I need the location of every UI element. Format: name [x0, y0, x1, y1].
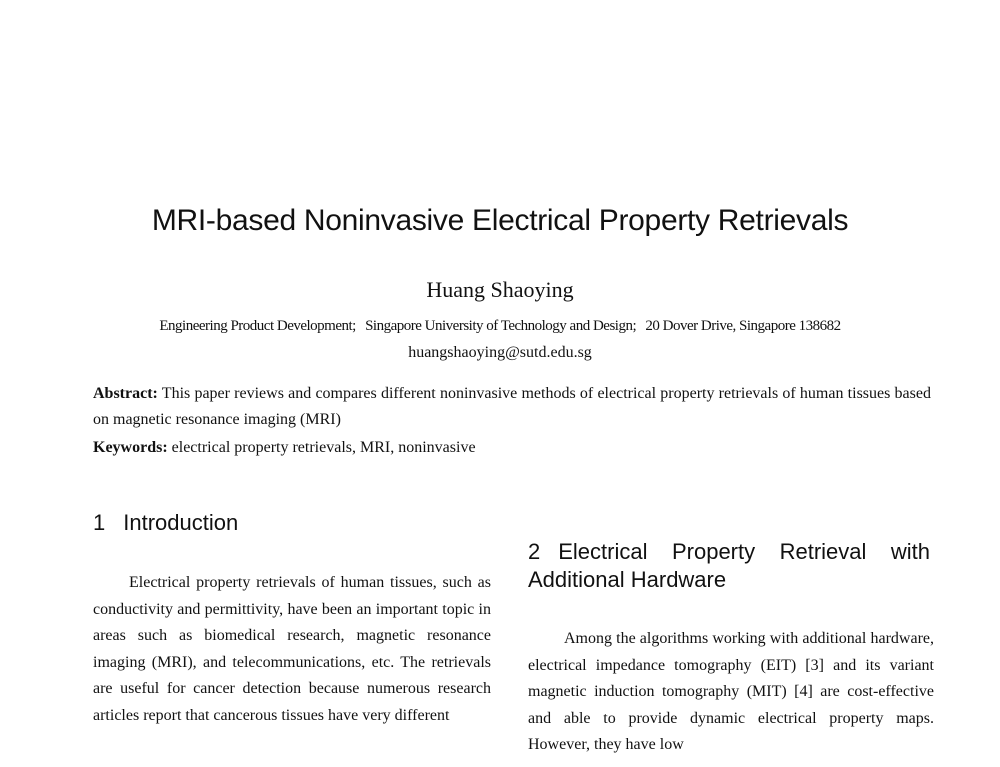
abstract-label: Abstract: — [93, 385, 158, 402]
paper-title: MRI-based Noninvasive Electrical Property Retrievals — [151, 204, 849, 237]
left-column — [93, 570, 491, 729]
author-name: Huang Shaoying — [426, 277, 574, 302]
section-1-title: Introduction — [123, 510, 239, 535]
section-2-paragraph: Among the algorithms working with additional hardware, electrical impedance tomography (EIT) [3] and its variant magnetic induction tomography (MIT) [4] are cost-effective and able to provide dynamic electrical property maps. However, they have low — [528, 630, 934, 753]
section-1-heading — [93, 510, 238, 536]
right-column — [528, 626, 934, 759]
affiliation-department: Engineering Product Development; — [159, 318, 356, 334]
section-1-paragraph: Electrical property retrievals of human tissues, such as conductivity and permittivity, have been an important topic in areas such as biomedical research, magnetic resonance imaging (MRI), and telecommunications, etc. The retrievals are useful for cancer detection because numerous research articles report that cancerous tissues have very different — [93, 574, 491, 724]
section-2-title: Electrical Property Retrieval with Additional Hardware — [528, 539, 930, 592]
keywords — [93, 435, 931, 461]
section-2-heading — [528, 538, 930, 594]
keywords-text: electrical property retrievals, MRI, noninvasive — [171, 439, 476, 456]
section-1-number: 1 — [93, 510, 106, 535]
author-affiliation — [0, 318, 1000, 335]
section-2-number: 2 — [528, 539, 541, 564]
keywords-label: Keywords: — [93, 439, 168, 456]
affiliation-address: 20 Dover Drive, Singapore 138682 — [645, 318, 841, 334]
author-email: huangshaoying@sutd.edu.sg — [408, 344, 592, 361]
abstract — [93, 381, 931, 433]
affiliation-university: Singapore University of Technology and Design; — [365, 318, 637, 334]
abstract-text: This paper reviews and compares different noninvasive methods of electrical property retrievals of human tissues based on magnetic resonance imaging (MRI) — [93, 385, 931, 428]
